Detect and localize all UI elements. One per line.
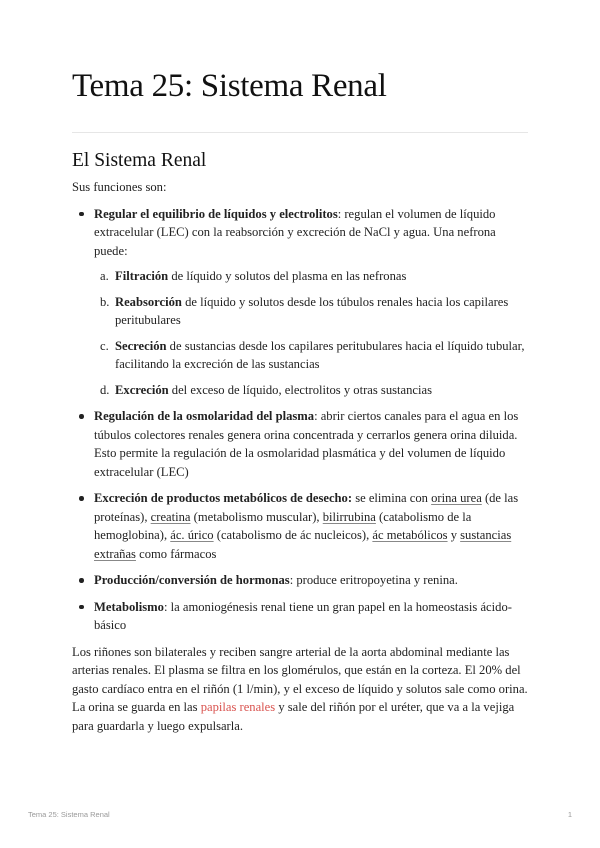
link-sustancias-extranas[interactable]: sustancias extrañas [94,528,512,561]
item-bold: Metabolismo [94,599,164,614]
item-text: : abrir ciertos canales para el agua en los túbulos colectores renales genera orina concentrada y cerrarlos genera orina diluida. Esto permite la regulación de la osmolaridad plasmática y del volumen de líquido extracelular (LEC) [94,409,519,479]
link-acido-urico[interactable]: ác. úrico [170,528,214,542]
sub-item-secrecion [100,337,528,374]
list-item-osmolaridad [94,407,528,481]
sub-text: de líquido y solutos desde los túbulos renales hacia los capilares peritubulares [115,294,509,327]
sub-item-excrecion [100,381,528,400]
item-text: como fármacos [135,546,217,561]
sub-marker: c. [100,338,109,353]
page-title: Tema 25: Sistema Renal [72,68,387,104]
item-text: se elimina con [352,491,432,505]
sub-bold: Filtración [115,269,169,283]
link-acidos-metabolicos[interactable]: ác metabólicos [372,528,448,542]
document-body [72,178,528,735]
list-item-metabolismo [94,598,528,635]
sub-marker: d. [100,382,110,397]
page-number: 1 [567,810,572,819]
nefrona-sublist [94,267,528,399]
item-text: : produce eritropoyetina y renina. [289,573,458,587]
list-item-desecho [94,489,528,563]
footer-title: Tema 25: Sistema Renal [28,810,110,819]
list-item-liquidos [94,205,528,400]
link-papilas-renales[interactable]: papilas renales [200,700,276,714]
title-divider [72,132,528,133]
item-text: (metabolismo muscular), [190,509,323,524]
link-orina-urea[interactable]: orina urea [431,491,482,505]
intro-text: Sus funciones son: [72,180,167,194]
page-footer [28,810,572,819]
sub-text: de sustancias desde los capilares peritubulares hacia el líquido tubular, facilitando la excreción de las sustancias [115,338,525,371]
sub-text: del exceso de líquido, electrolitos y otras sustancias [168,382,432,397]
item-text: (catabolismo de ác nucleicos), [213,528,373,542]
item-text: y [447,528,461,542]
sub-text: de líquido y solutos del plasma en las nefronas [168,269,407,283]
item-text: (catabolismo de la hemoglobina), [94,509,472,542]
item-text: : la amoniogénesis renal tiene un gran papel en la homeostasis ácido-básico [94,599,512,632]
link-bilirrubina[interactable]: bilirrubina [322,509,376,524]
item-bold: Regular el equilibrio de líquidos y electrolitos [94,206,338,221]
item-text: (de las proteínas), [94,491,519,524]
item-bold: Producción/conversión de hormonas [94,573,290,587]
sub-marker: b. [100,294,110,309]
paragraph-text: y sale del riñón por el uréter, que va a la vejiga para guardarla y luego expulsarla. [72,700,515,733]
sub-bold: Reabsorción [115,294,182,309]
sub-bold: Excreción [115,382,169,397]
item-text: : regulan el volumen de líquido extracelular (LEC) con la reabsorción y excreción de NaCl y agua. Una nefrona puede: [94,206,496,258]
paragraph-text: Los riñones son bilaterales y reciben sangre arterial de la aorta abdominal mediante las arterias renales. El plasma se filtra en los glomérulos, que están en la corteza. El 20% del gasto cardíaco entra en el riñón (1 l/min), y el exceso de líquido y solutos sale como orina. La orina se guarda en las [72,644,528,714]
list-item-hormonas [94,571,528,590]
sub-marker: a. [100,269,109,283]
functions-list [72,205,528,635]
item-bold: Excreción de productos metabólicos de desecho: [94,491,353,505]
item-bold: Regulación de la osmolaridad del plasma [94,409,315,423]
link-creatina[interactable]: creatina [150,509,191,524]
sub-bold: Secreción [115,338,167,353]
sub-item-filtracion [100,267,528,286]
section-heading: El Sistema Renal [72,150,207,171]
closing-paragraph [72,643,528,736]
sub-item-reabsorcion [100,293,528,330]
